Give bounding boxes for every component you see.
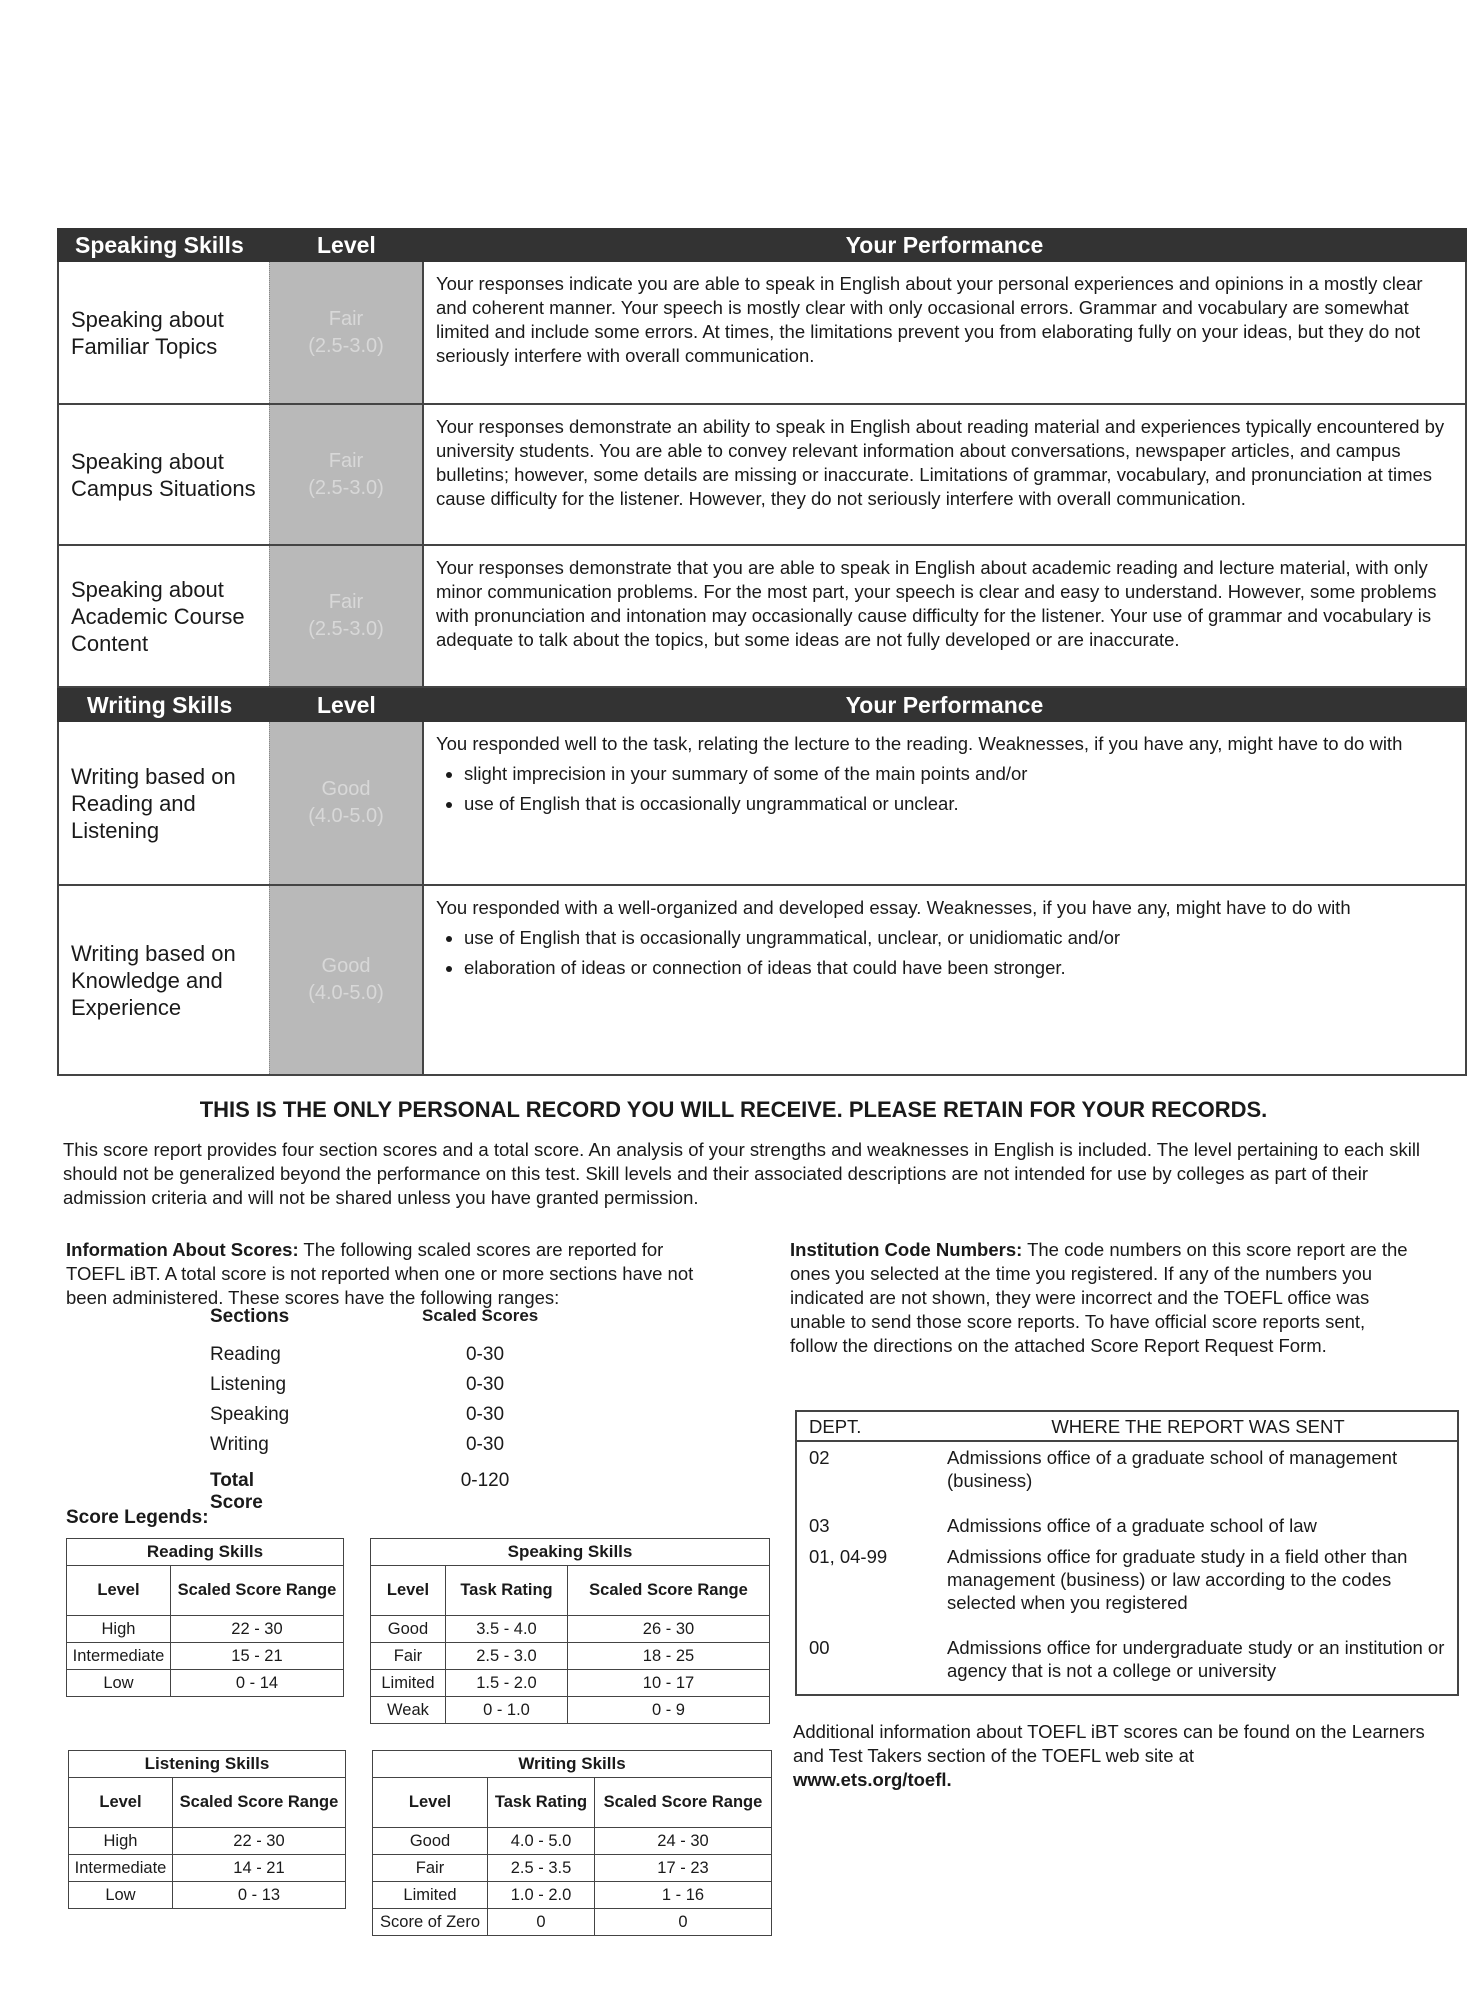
legend-cell: Good — [371, 1616, 446, 1643]
institution-codes — [790, 1238, 1410, 1358]
ranges-col-sections: Sections — [210, 1306, 290, 1327]
legend-cell: 4.0 - 5.0 — [488, 1828, 595, 1855]
range-section: Reading — [210, 1344, 281, 1365]
dept-row — [797, 1541, 1457, 1618]
level-label: Fair — [328, 449, 364, 472]
skills-table — [57, 228, 1467, 1076]
speaking-header-level: Level — [317, 231, 376, 258]
range-value: 0-30 — [465, 1344, 505, 1365]
writing-header-skill: Writing Skills — [87, 691, 233, 718]
dept-desc: Admissions office of a graduate school of law — [947, 1515, 1317, 1536]
dept-code: 00 — [809, 1637, 830, 1658]
range-value: 0-30 — [465, 1374, 505, 1395]
legend-cell: 1 - 16 — [594, 1882, 771, 1909]
additional-text: Additional information about TOEFL iBT scores can be found on the Learners and Test Takers section of the TOEFL web site at — [793, 1721, 1425, 1766]
range-section: Writing — [210, 1434, 269, 1455]
legend-cell: 1.0 - 2.0 — [488, 1882, 595, 1909]
level-cell — [269, 405, 424, 544]
legend-cell: 0 - 9 — [567, 1697, 769, 1724]
speaking-header-perf: Your Performance — [845, 231, 1044, 258]
weakness-item: • use of English that is occasionally ungrammatical or unclear. — [464, 792, 1453, 816]
dept-row — [797, 1510, 1457, 1541]
info-about-scores — [66, 1238, 726, 1310]
level-range: (2.5-3.0) — [308, 618, 384, 640]
legend-cell: Fair — [371, 1643, 446, 1670]
dept-row — [797, 1442, 1457, 1496]
range-section: Speaking — [210, 1404, 290, 1425]
level-cell — [269, 886, 424, 1074]
writing-row — [57, 722, 1467, 886]
legend-cell: 2.5 - 3.5 — [488, 1855, 595, 1882]
legend-head: Task Rating — [488, 1778, 595, 1828]
legend-cell: Good — [373, 1828, 488, 1855]
legend-head: Level — [371, 1566, 446, 1616]
writing-legend — [372, 1750, 772, 1936]
performance-text: You responded with a well-organized and developed essay. Weaknesses, if you have any, might have to do with — [436, 897, 1351, 918]
speaking-row — [57, 262, 1467, 405]
legend-cell: 0 — [594, 1909, 771, 1936]
writing-header-perf: Your Performance — [845, 691, 1044, 718]
legend-cell: Intermediate — [67, 1643, 171, 1670]
legend-cell: 1.5 - 2.0 — [445, 1670, 567, 1697]
speaking-row — [57, 405, 1467, 546]
intro-paragraph: This score report provides four section scores and a total score. An analysis of your strengths and weaknesses in English is included. The level pertaining to each skill should not be generalized beyond the performance on this test. Skill levels and their associated descriptions are not intended for use by colleges as part of their admission criteria and will not be shared unless you have granted permission. — [63, 1139, 1421, 1208]
speaking-header — [57, 228, 1467, 262]
dept-desc: Admissions office for undergraduate study or an institution or agency that is not a college or university — [947, 1637, 1445, 1681]
speaking-legend — [370, 1538, 770, 1724]
dept-header-code: DEPT. — [809, 1415, 862, 1437]
level-range: (2.5-3.0) — [308, 476, 384, 499]
weakness-item: • slight imprecision in your summary of some of the main points and/or — [464, 762, 1453, 786]
legend-head: Scaled Score Range — [172, 1778, 345, 1828]
level-range: (2.5-3.0) — [308, 334, 384, 357]
level-label: Fair — [328, 591, 364, 613]
institution-text: The code numbers on this score report are the ones you selected at the time you registered. If any of the numbers you indicated are not shown, they were incorrect and the TOEFL office was unable to send those score reports. To have official score reports sent, follow the directions on the attached Score Report Request Form. — [790, 1239, 1408, 1356]
legend-cell: High — [69, 1828, 173, 1855]
speaking-header-skill: Speaking Skills — [75, 231, 244, 258]
range-total-value: 0-120 — [460, 1470, 510, 1491]
range-value: 0-30 — [465, 1404, 505, 1425]
dept-row — [797, 1632, 1457, 1686]
legend-cell: Weak — [371, 1697, 446, 1724]
legend-title: Listening Skills — [69, 1751, 346, 1778]
retain-notice: THIS IS THE ONLY PERSONAL RECORD YOU WILL RECEIVE. PLEASE RETAIN FOR YOUR RECORDS. — [199, 1097, 1268, 1122]
performance-text: Your responses demonstrate an ability to speak in English about reading material and experiences typically encountered by university students. You are able to convey relevant information about conversations, newspaper articles, and campus bulletins; however, some details are missing or inaccurate. Limitations of grammar, vocabulary, and pronunciation at times cause difficulty for the listener. However, they do not seriously interfere with overall communication. — [436, 416, 1445, 509]
legend-cell: 14 - 21 — [172, 1855, 345, 1882]
speaking-row — [57, 546, 1467, 688]
legend-title: Reading Skills — [67, 1539, 344, 1566]
weakness-list — [436, 926, 1453, 980]
dept-desc: Admissions office of a graduate school of management (business) — [947, 1447, 1398, 1491]
legend-title: Speaking Skills — [371, 1539, 770, 1566]
info-text: The following scaled scores are reported for TOEFL iBT. A total score is not reported when one or more sections have not been administered. These scores have the following ranges: — [66, 1239, 694, 1308]
legend-head: Level — [67, 1566, 171, 1616]
skill-name: Speaking about Campus Situations — [71, 448, 256, 501]
reading-legend — [66, 1538, 344, 1697]
legend-cell: 26 - 30 — [567, 1616, 769, 1643]
weakness-list — [436, 762, 1453, 816]
performance-cell — [424, 886, 1465, 1074]
skill-name: Writing based on Knowledge and Experience — [71, 940, 236, 1020]
writing-header-level: Level — [317, 691, 376, 718]
listening-legend — [68, 1750, 346, 1909]
legend-cell: Intermediate — [69, 1855, 173, 1882]
dept-header-where: WHERE THE REPORT WAS SENT — [1051, 1415, 1345, 1437]
score-legends-title: Score Legends: — [66, 1507, 209, 1528]
level-cell — [269, 722, 424, 884]
dept-code: 01, 04-99 — [809, 1546, 888, 1567]
dept-code: 02 — [809, 1447, 830, 1468]
range-value: 0-30 — [465, 1434, 505, 1455]
legend-cell: Low — [67, 1670, 171, 1697]
legend-cell: 0 - 1.0 — [445, 1697, 567, 1724]
legend-cell: 22 - 30 — [172, 1828, 345, 1855]
legend-cell: 24 - 30 — [594, 1828, 771, 1855]
range-total-label: Total Score — [210, 1470, 263, 1513]
weakness-item: • use of English that is occasionally ungrammatical, unclear, or unidiomatic and/or — [464, 926, 1453, 950]
level-label: Fair — [328, 307, 364, 330]
writing-row — [57, 886, 1467, 1076]
legend-head: Level — [373, 1778, 488, 1828]
legend-head: Level — [69, 1778, 173, 1828]
additional-info — [793, 1720, 1433, 1792]
legend-head: Scaled Score Range — [567, 1566, 769, 1616]
range-section: Listening — [210, 1374, 287, 1395]
institution-heading: Institution Code Numbers: — [790, 1239, 1023, 1260]
legend-cell: High — [67, 1616, 171, 1643]
skill-name: Writing based on Reading and Listening — [71, 763, 236, 843]
legend-cell: 10 - 17 — [567, 1670, 769, 1697]
legend-cell: Score of Zero — [373, 1909, 488, 1936]
level-range: (4.0-5.0) — [308, 805, 384, 827]
weakness-item: • elaboration of ideas or connection of ideas that could have been stronger. — [464, 956, 1453, 980]
performance-text: Your responses demonstrate that you are able to speak in English about academic reading and lecture material, with only minor communication problems. For the most part, your speech is clear and easy to understand. However, some problems with pronunciation and intonation may occasionally cause difficulty for the listener. Your use of grammar and vocabulary is adequate to talk about the topics, but some ideas are not fully developed or are inaccurate. — [436, 557, 1437, 650]
dept-desc: Admissions office for graduate study in a field other than management (business) or law according to the codes selected when you registered — [947, 1546, 1408, 1613]
legend-cell: 3.5 - 4.0 — [445, 1616, 567, 1643]
level-cell — [269, 262, 424, 403]
performance-text: You responded well to the task, relating the lecture to the reading. Weaknesses, if you have any, might have to do with — [436, 733, 1403, 754]
legend-cell: 0 - 13 — [172, 1882, 345, 1909]
dept-code: 03 — [809, 1515, 830, 1536]
dept-header — [797, 1412, 1457, 1442]
legend-head: Task Rating — [445, 1566, 567, 1616]
legend-cell: 15 - 21 — [170, 1643, 343, 1670]
legend-cell: 18 - 25 — [567, 1643, 769, 1670]
level-cell — [269, 546, 424, 686]
legend-cell: Low — [69, 1882, 173, 1909]
legend-cell: 0 — [488, 1909, 595, 1936]
legend-cell: Limited — [373, 1882, 488, 1909]
skill-name: Speaking about Familiar Topics — [71, 306, 224, 359]
legend-head: Scaled Score Range — [594, 1778, 771, 1828]
legend-cell: Fair — [373, 1855, 488, 1882]
legend-cell: 0 - 14 — [170, 1670, 343, 1697]
level-label: Good — [321, 955, 371, 977]
legend-cell: 2.5 - 3.0 — [445, 1643, 567, 1670]
performance-text: Your responses indicate you are able to speak in English about your personal experiences and opinions in a mostly clear and coherent manner. Your speech is mostly clear with only occasional errors. Grammar and vocabulary are somewhat limited and include some errors. At times, the limitations prevent you from elaborating fully on your ideas, but they do not seriously interfere with overall communication. — [436, 273, 1423, 366]
level-label: Good — [321, 778, 371, 800]
level-range: (4.0-5.0) — [308, 982, 384, 1004]
legend-cell: Limited — [371, 1670, 446, 1697]
info-heading: Information About Scores: — [66, 1239, 299, 1260]
performance-cell — [424, 722, 1465, 884]
writing-header — [57, 688, 1467, 722]
dept-table — [795, 1410, 1459, 1696]
ets-link[interactable]: www.ets.org/toefl. — [793, 1769, 952, 1790]
legend-cell: 17 - 23 — [594, 1855, 771, 1882]
legend-head: Scaled Score Range — [170, 1566, 343, 1616]
ranges-col-scores: Scaled Scores — [422, 1306, 539, 1325]
legend-title: Writing Skills — [373, 1751, 772, 1778]
skill-name: Speaking about Academic Course Content — [71, 576, 245, 656]
legend-cell: 22 - 30 — [170, 1616, 343, 1643]
